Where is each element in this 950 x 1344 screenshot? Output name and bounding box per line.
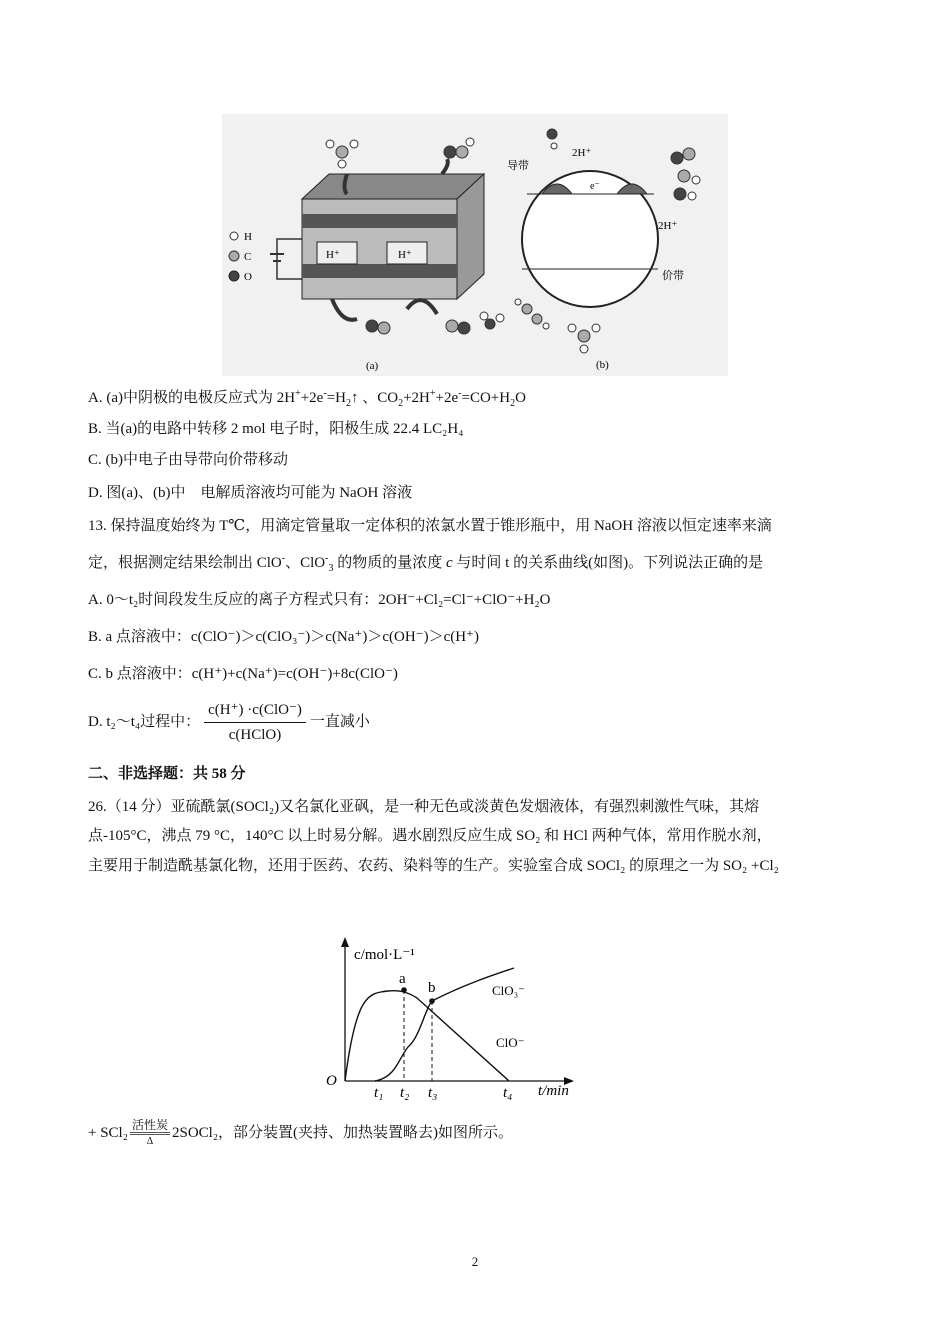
q12-option-d: D. 图(a)、(b)中 电解质溶液均可能为 NaOH 溶液 bbox=[88, 485, 413, 501]
q13-stem-line2: 定，根据测定结果绘制出 ClO-、ClO-$_3$ 的物质的量浓度 c 与时间 t 的关系曲线(如图)。下列说法正确的是 bbox=[88, 553, 764, 574]
x-axis-label: t/min bbox=[538, 1083, 569, 1099]
q13-option-d: D. t₂～t₄过程中： $\frac{\text{c(H⁺) ·c(ClO⁻)}}{\text{c(HClO)}}$ 一直减小 bbox=[88, 702, 370, 743]
tick-t1: t₁ bbox=[374, 1085, 384, 1101]
q13-option-a: A. 0～t₂时间段发生反应的离子方程式只有：2OH⁻+Cl₂=Cl⁻+ClO⁻+H₂O bbox=[88, 592, 551, 608]
q13-fraction: $\frac{\text{c(H⁺) ·c(ClO⁻)}}{\text{c(HClO)}}$ bbox=[204, 700, 306, 745]
electron-label: e⁻ bbox=[590, 181, 600, 192]
q26-line3: 主要用于制造酰基氯化物，还用于医药、农药、染料等的生产。实验室合成 SOCl₂ 的原理之一为 SO₂ +Cl₂ bbox=[88, 858, 779, 874]
legend-o: O bbox=[244, 271, 252, 283]
two-h-label: 2H⁺ bbox=[572, 147, 592, 159]
q13-option-c: C. b 点溶液中：c(H⁺)+c(Na⁺)=c(OH⁻)+8c(ClO⁻) bbox=[88, 666, 398, 682]
concentration-chart bbox=[318, 935, 588, 1105]
y-axis-arrow bbox=[341, 937, 349, 947]
origin-label: O bbox=[326, 1073, 337, 1089]
proton-label-1: H⁺ bbox=[326, 249, 340, 261]
point-b-marker bbox=[429, 998, 435, 1004]
valence-band-label: 价带 bbox=[662, 270, 684, 282]
q26-line4: + SCl₂ 活性炭 Δ 2SOCl₂，部分装置(夹持、加热装置略去)如图所示。 bbox=[88, 1118, 514, 1147]
tick-t3: t₃ bbox=[428, 1085, 438, 1101]
tick-t4: t₄ bbox=[503, 1085, 513, 1101]
section-heading: 二、非选择题：共 58 分 bbox=[88, 766, 246, 782]
q12-option-c: C. (b)中电子由导带向价带移动 bbox=[88, 452, 288, 468]
conduction-band-label: 导带 bbox=[507, 160, 529, 172]
point-a-label: a bbox=[399, 971, 406, 987]
series-clo-line bbox=[345, 991, 509, 1081]
q26-line2: 点-105°C，沸点 79 °C，140°C 以上时易分解。遇水剧烈反应生成 SO₂ 和 HCl 两种气体，常用作脱水剂， bbox=[88, 828, 772, 844]
tick-t2: t₂ bbox=[400, 1085, 410, 1101]
q12-option-a: A. (a)中阴极的电极反应式为 $2H^++2e^-=H_2↑$ 、$CO_2+2H^++2e^-=CO+H_2O$ bbox=[88, 388, 526, 409]
two-h-label-2: 2H⁺ bbox=[658, 220, 678, 232]
legend-c: C bbox=[244, 251, 252, 263]
proton-label-2: H⁺ bbox=[398, 249, 412, 261]
q12-option-b: B. 当(a)的电路中转移 2 mol 电子时，阳极生成 22.4 LC₂H₄ bbox=[88, 421, 464, 437]
legend-h: H bbox=[244, 231, 252, 243]
y-axis-label: c/mol·L⁻¹ bbox=[354, 947, 415, 963]
caption-a: (a) bbox=[366, 360, 379, 372]
point-a-marker bbox=[401, 987, 407, 993]
q13-option-b: B. a 点溶液中：c(ClO⁻)＞c(ClO₃⁻)＞c(Na⁺)＞c(OH⁻)＞c(H⁺) bbox=[88, 629, 479, 645]
series-clo-label: ClO⁻ bbox=[496, 1035, 525, 1050]
electrochem-diagram bbox=[222, 114, 728, 376]
q13-stem-line1: 13. 保持温度始终为 T℃，用滴定管量取一定体积的浓氯水置于锥形瓶中，用 NaOH 溶液以恒定速率来滴 bbox=[88, 518, 772, 534]
caption-b: (b) bbox=[596, 359, 609, 371]
electrochem-figure bbox=[222, 114, 728, 376]
point-b-label: b bbox=[428, 980, 436, 996]
series-clo3-label: ClO₃⁻ bbox=[492, 983, 526, 998]
q26-line1: 26.（14 分）亚硫酰氯(SOCl₂)又名氯化亚砜，是一种无色或淡黄色发烟液体，有强烈刺激性气味，其熔 bbox=[88, 799, 760, 815]
reaction-condition: 活性炭 Δ bbox=[131, 1118, 168, 1147]
page-number: 2 bbox=[471, 1254, 479, 1269]
